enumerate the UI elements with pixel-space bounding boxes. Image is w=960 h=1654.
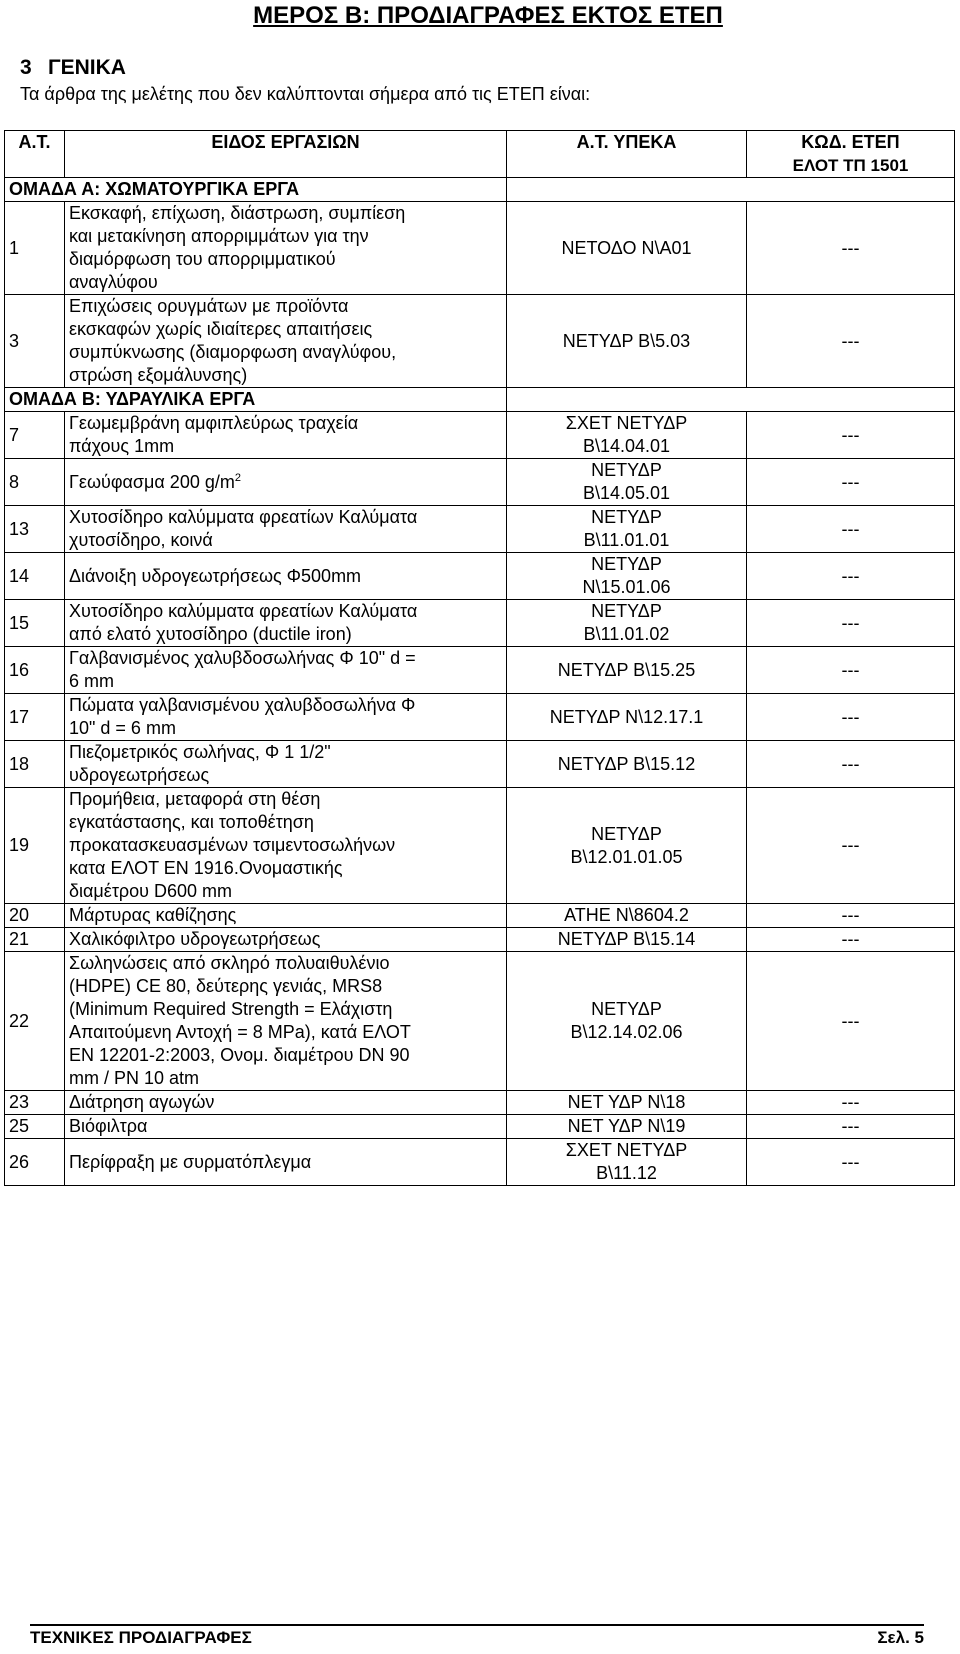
- description-text: χυτοσίδηρο, κοινά: [69, 530, 213, 550]
- code-line: Β\11.01.01: [583, 530, 670, 550]
- description-text: mm / PN 10 atm: [69, 1068, 200, 1088]
- table-header-row: [5, 131, 955, 178]
- row-description: [65, 904, 507, 928]
- row-code: [507, 553, 747, 600]
- description-text: Βιόφιλτρα: [69, 1116, 148, 1136]
- row-at-number: 3: [5, 295, 65, 388]
- description-text: Σωληνώσεις από σκληρό πολυαιθυλένιο: [69, 953, 390, 973]
- description-line: [69, 248, 502, 271]
- code-line: Β\14.05.01: [582, 483, 671, 503]
- description-line: [69, 998, 502, 1021]
- header-description: ΕΙΔΟΣ ΕΡΓΑΣΙΩΝ: [65, 131, 507, 178]
- row-code: [507, 904, 747, 928]
- row-at-number: 15: [5, 600, 65, 647]
- row-etep-code: ---: [747, 788, 955, 904]
- row-description: [65, 459, 507, 506]
- row-description: [65, 1139, 507, 1186]
- header-code: Α.Τ. ΥΠΕΚΑ: [507, 131, 747, 178]
- description-text: Γεωμεμβράνη αμφιπλεύρως τραχεία: [69, 413, 359, 433]
- code-line: ΣΧΕΤ ΝΕΤΥΔΡ: [565, 413, 688, 433]
- description-line: [69, 412, 502, 435]
- description-line: [69, 857, 502, 880]
- code-line: Β\14.04.01: [582, 436, 671, 456]
- row-at-number: 13: [5, 506, 65, 553]
- row-code: [507, 412, 747, 459]
- code-line: ΝΕΤ ΥΔΡ Ν\18: [567, 1092, 686, 1112]
- description-line: [69, 225, 502, 248]
- intro-text: Τα άρθρα της μελέτης που δεν καλύπτονται σήμερα από τις ΕΤΕΠ είναι:: [20, 84, 591, 104]
- code-line: ΝΕΤΥΔΡ Β\15.25: [557, 659, 696, 680]
- code-line: Β\12.14.02.06: [570, 1022, 683, 1042]
- description-text: διαμόρφωση του απορριμματικού: [69, 249, 336, 269]
- description-line: [69, 670, 502, 693]
- description-line: [69, 741, 502, 764]
- row-description: [65, 202, 507, 295]
- table-row: [5, 1139, 955, 1186]
- description-line: [69, 764, 502, 787]
- table-row: [5, 506, 955, 553]
- description-text: υδρογεωτρήσεως: [69, 765, 210, 785]
- header-at: Α.Τ.: [5, 131, 65, 178]
- group-a-row: [5, 178, 955, 202]
- code-line: Ν\15.01.06: [582, 577, 671, 597]
- table-row: [5, 694, 955, 741]
- row-at-number: 18: [5, 741, 65, 788]
- page-number: Σελ. 5: [877, 1628, 924, 1647]
- description-line: [69, 717, 502, 740]
- row-code: [507, 952, 747, 1091]
- description-text: Απαιτούμενη Αντοχή = 8 MPa), κατά ΕΛΟΤ: [69, 1022, 411, 1042]
- code-line: ΝΕΤΥΔΡ: [591, 601, 662, 621]
- row-code: [507, 1115, 747, 1139]
- description-line: [69, 788, 502, 811]
- row-code: [507, 928, 747, 952]
- code-line: ΝΕΤΟΔΟ Ν\Α01: [561, 237, 692, 258]
- row-etep-code: ---: [747, 928, 955, 952]
- page-footer: [30, 1624, 924, 1648]
- description-line: [69, 880, 502, 903]
- row-at-number: 1: [5, 202, 65, 295]
- row-etep-code: ---: [747, 600, 955, 647]
- row-at-number: 21: [5, 928, 65, 952]
- description-text: Μάρτυρας καθίζησης: [69, 905, 237, 925]
- row-etep-code: ---: [747, 506, 955, 553]
- row-etep-code: ---: [747, 647, 955, 694]
- description-text: Χαλικόφιλτρο υδρογεωτρήσεως: [69, 929, 321, 949]
- row-description: [65, 506, 507, 553]
- code-line: ΝΕΤΥΔΡ: [591, 554, 662, 574]
- row-etep-code: ---: [747, 412, 955, 459]
- footer-title: ΤΕΧΝΙΚΕΣ ΠΡΟΔΙΑΓΡΑΦΕΣ: [30, 1628, 252, 1647]
- row-description: [65, 553, 507, 600]
- row-code: [507, 600, 747, 647]
- description-line: [69, 904, 502, 927]
- row-at-number: 19: [5, 788, 65, 904]
- row-code: [507, 694, 747, 741]
- table-row: [5, 600, 955, 647]
- code-line: ΝΕΤΥΔΡ: [591, 999, 662, 1019]
- description-line: [69, 506, 502, 529]
- description-text: Πώματα γαλβανισμένου χαλυβδοσωλήνα Φ: [69, 695, 416, 715]
- description-line: [69, 364, 502, 387]
- description-text: εγκατάστασης, και τοποθέτηση: [69, 812, 314, 832]
- row-code: [507, 295, 747, 388]
- table-row: [5, 202, 955, 295]
- page-title: ΜΕΡΟΣ Β: ΠΡΟΔΙΑΓΡΑΦΕΣ ΕΚΤΟΣ ΕΤΕΠ: [253, 2, 723, 29]
- code-line: ΝΕΤΥΔΡ: [591, 823, 662, 844]
- description-text: και μετακίνηση απορριμμάτων για την: [69, 226, 369, 246]
- row-etep-code: ---: [747, 952, 955, 1091]
- description-line: [69, 834, 502, 857]
- row-etep-code: ---: [747, 741, 955, 788]
- row-code: [507, 506, 747, 553]
- description-line: [69, 952, 502, 975]
- description-text: διαμέτρου D600 mm: [69, 881, 233, 901]
- description-text: (Minimum Required Strength = Ελάχιστη: [69, 999, 393, 1019]
- description-text: από ελατό χυτοσίδηρο (ductile iron): [69, 624, 352, 644]
- description-text: Χυτοσίδηρο καλύμματα φρεατίων Καλύματα: [69, 507, 418, 527]
- description-text: Χυτοσίδηρο καλύμματα φρεατίων Καλύματα: [69, 601, 418, 621]
- row-at-number: 7: [5, 412, 65, 459]
- description-line: [69, 623, 502, 646]
- description-text: EN 12201-2:2003, Ονομ. διαμέτρου DN 90: [69, 1045, 410, 1065]
- unit-superscript: 2: [234, 471, 241, 484]
- description-line: [69, 647, 502, 670]
- description-text: προκατασκευασμένων τσιμεντοσωλήνων: [69, 835, 396, 855]
- code-line: ΝΕΤ ΥΔΡ Ν\19: [567, 1116, 686, 1136]
- row-description: [65, 788, 507, 904]
- table-row: [5, 553, 955, 600]
- description-line: [69, 811, 502, 834]
- row-code: [507, 741, 747, 788]
- row-etep-code: ---: [747, 202, 955, 295]
- description-text: Διάτρηση αγωγών: [69, 1092, 215, 1112]
- row-description: [65, 694, 507, 741]
- row-etep-code: ---: [747, 1115, 955, 1139]
- description-line: [69, 694, 502, 717]
- row-etep-code: ---: [747, 1139, 955, 1186]
- description-text: 10" d = 6 mm: [69, 718, 176, 738]
- code-line: ΝΕΤΥΔΡ: [591, 507, 662, 527]
- description-line: [69, 1091, 502, 1114]
- row-description: [65, 1115, 507, 1139]
- header-etep-code: [747, 131, 955, 178]
- row-at-number: 16: [5, 647, 65, 694]
- description-line: [69, 1151, 502, 1174]
- code-line: ΑΤΗΕ Ν\8604.2: [564, 905, 689, 925]
- description-line: [69, 565, 502, 588]
- group-b-title: ΟΜΑΔΑ Β: ΥΔΡΑΥΛΙΚΑ ΕΡΓΑ: [5, 388, 507, 412]
- description-text: Εκσκαφή, επίχωση, διάστρωση, συμπίεση: [69, 203, 406, 223]
- description-text: πάχους 1mm: [69, 436, 175, 456]
- description-line: [69, 1115, 502, 1138]
- row-code: [507, 459, 747, 506]
- description-text: Προμήθεια, μεταφορά στη θέση: [69, 789, 321, 809]
- section-title: ΓΕΝΙΚΑ: [48, 56, 126, 79]
- description-text: 6 mm: [69, 671, 114, 691]
- row-description: [65, 741, 507, 788]
- row-description: [65, 647, 507, 694]
- code-line: ΝΕΤΥΔΡ Β\15.12: [557, 753, 696, 774]
- description-text: Διάνοιξη υδρογεωτρήσεως Φ500mm: [69, 565, 362, 586]
- row-at-number: 20: [5, 904, 65, 928]
- row-etep-code: ---: [747, 459, 955, 506]
- description-text: Περίφραξη με συρματόπλεγμα: [69, 1151, 312, 1172]
- description-text: αναγλύφου: [69, 272, 158, 292]
- code-line: ΝΕΤΥΔΡ Β\15.14: [557, 929, 696, 949]
- table-row: [5, 647, 955, 694]
- code-line: Β\11.01.02: [583, 624, 670, 644]
- table-row: [5, 412, 955, 459]
- row-etep-code: ---: [747, 295, 955, 388]
- table-row: [5, 788, 955, 904]
- description-text: Πιεζομετρικός σωλήνας, Φ 1 1/2": [69, 742, 331, 762]
- header-etep-code-bottom: ΕΛΟΤ ΤΠ 1501: [792, 156, 909, 175]
- description-line: [69, 295, 502, 318]
- description-text: (HDPE) CE 80, δεύτερης γενιάς, MRS8: [69, 976, 383, 996]
- row-description: [65, 600, 507, 647]
- table-row: [5, 459, 955, 506]
- row-at-number: 8: [5, 459, 65, 506]
- row-at-number: 14: [5, 553, 65, 600]
- description-line: [69, 435, 502, 458]
- section-heading: [20, 56, 126, 80]
- specifications-table: [4, 130, 955, 1186]
- description-line: [69, 341, 502, 364]
- row-code: [507, 202, 747, 295]
- group-a-title: ΟΜΑΔΑ Α: ΧΩΜΑΤΟΥΡΓΙΚΑ ΕΡΓΑ: [5, 178, 507, 202]
- code-line: Β\12.01.01.05: [570, 846, 683, 867]
- description-line: [69, 1067, 502, 1090]
- row-description: [65, 1091, 507, 1115]
- code-line: Β\11.12: [596, 1163, 657, 1183]
- row-etep-code: ---: [747, 1091, 955, 1115]
- description-line: [69, 471, 502, 494]
- table-row: [5, 1115, 955, 1139]
- code-line: ΝΕΤΥΔΡ Β\5.03: [562, 330, 691, 351]
- row-at-number: 22: [5, 952, 65, 1091]
- table-row: [5, 952, 955, 1091]
- code-line: ΝΕΤΥΔΡ Ν\12.17.1: [549, 706, 704, 727]
- table-row: [5, 904, 955, 928]
- row-description: [65, 295, 507, 388]
- row-at-number: 17: [5, 694, 65, 741]
- description-text: Γεωύφασμα 200 g/m: [69, 471, 235, 492]
- row-code: [507, 788, 747, 904]
- section-number: 3: [20, 56, 32, 79]
- row-description: [65, 952, 507, 1091]
- row-etep-code: ---: [747, 904, 955, 928]
- description-line: [69, 975, 502, 998]
- description-line: [69, 928, 502, 951]
- description-line: [69, 202, 502, 225]
- description-text: Επιχώσεις ορυγμάτων με προϊόντα: [69, 296, 349, 316]
- row-code: [507, 647, 747, 694]
- table-row: [5, 741, 955, 788]
- row-at-number: 23: [5, 1091, 65, 1115]
- description-text: συμπύκνωσης (διαμορφωση αναγλύφου,: [69, 342, 397, 362]
- description-text: εκσκαφών χωρίς ιδιαίτερες απαιτήσεις: [69, 319, 373, 339]
- description-text: κατα ΕΛΟΤ ΕΝ 1916.Ονομαστικής: [69, 858, 343, 878]
- code-line: ΝΕΤΥΔΡ: [591, 460, 662, 480]
- description-line: [69, 318, 502, 341]
- row-at-number: 26: [5, 1139, 65, 1186]
- table-row: [5, 1091, 955, 1115]
- description-text: στρώση εξομάλυνσης): [69, 365, 248, 385]
- row-description: [65, 412, 507, 459]
- row-description: [65, 928, 507, 952]
- row-code: [507, 1139, 747, 1186]
- code-line: ΣΧΕΤ ΝΕΤΥΔΡ: [565, 1140, 688, 1160]
- row-etep-code: ---: [747, 553, 955, 600]
- header-etep-code-top: ΚΩΔ. ΕΤΕΠ: [801, 132, 900, 152]
- description-line: [69, 271, 502, 294]
- description-line: [69, 600, 502, 623]
- description-line: [69, 529, 502, 552]
- row-at-number: 25: [5, 1115, 65, 1139]
- row-code: [507, 1091, 747, 1115]
- table-row: [5, 928, 955, 952]
- description-line: [69, 1044, 502, 1067]
- group-b-row: [5, 388, 955, 412]
- table-row: [5, 295, 955, 388]
- description-text: Γαλβανισμένος χαλυβδοσωλήνας Φ 10" d =: [69, 648, 416, 668]
- row-etep-code: ---: [747, 694, 955, 741]
- description-line: [69, 1021, 502, 1044]
